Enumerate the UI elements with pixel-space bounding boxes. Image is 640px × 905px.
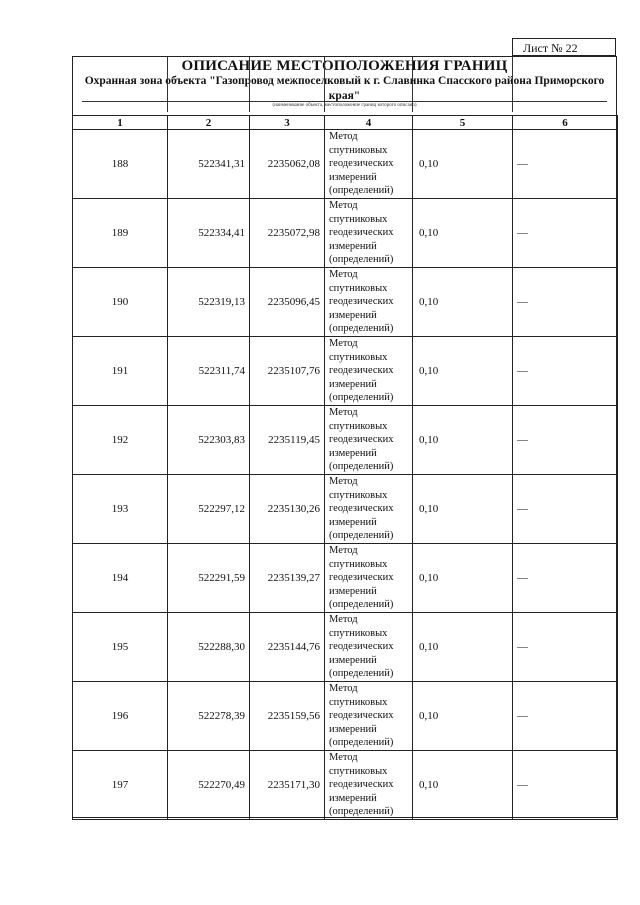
method: Метод спутниковых геодезических измерений (определений) — [325, 199, 413, 268]
method: Метод спутниковых геодезических измерений (определений) — [325, 130, 413, 199]
table-row — [73, 337, 618, 406]
table-row — [73, 544, 618, 613]
table-row — [73, 130, 618, 199]
coordinate-y: 2235096,45 — [250, 268, 325, 337]
description: — — [513, 544, 618, 613]
column-header: 2 — [168, 116, 250, 130]
accuracy: 0,10 — [413, 682, 513, 751]
table-header-row — [73, 116, 618, 130]
accuracy: 0,10 — [413, 406, 513, 475]
accuracy: 0,10 — [413, 475, 513, 544]
document-title: ОПИСАНИЕ МЕСТОПОЛОЖЕНИЯ ГРАНИЦ — [181, 58, 508, 74]
table-row — [73, 268, 618, 337]
method: Метод спутниковых геодезических измерений (определений) — [325, 337, 413, 406]
column-header: 3 — [250, 116, 325, 130]
table-row — [73, 613, 618, 682]
method: Метод спутниковых геодезических измерений (определений) — [325, 613, 413, 682]
table-row — [73, 406, 618, 475]
accuracy: 0,10 — [413, 613, 513, 682]
description: — — [513, 751, 618, 820]
method: Метод спутниковых геодезических измерений (определений) — [325, 544, 413, 613]
coordinate-y: 2235139,27 — [250, 544, 325, 613]
table-row — [73, 682, 618, 751]
column-header: 5 — [413, 116, 513, 130]
point-number: 190 — [73, 268, 168, 337]
point-number: 192 — [73, 406, 168, 475]
coordinate-y: 2235072,98 — [250, 199, 325, 268]
method: Метод спутниковых геодезических измерений (определений) — [325, 406, 413, 475]
accuracy: 0,10 — [413, 199, 513, 268]
accuracy: 0,10 — [413, 544, 513, 613]
point-number: 196 — [73, 682, 168, 751]
point-number: 194 — [73, 544, 168, 613]
object-name: Охранная зона объекта "Газопровод межпоселковый к г. Славинка Спасского района Приморского края" — [84, 75, 605, 102]
column-header: 1 — [73, 116, 168, 130]
coordinate-y: 2235130,26 — [250, 475, 325, 544]
coordinate-x: 522278,39 — [168, 682, 250, 751]
method: Метод спутниковых геодезических измерений (определений) — [325, 475, 413, 544]
point-number: 188 — [73, 130, 168, 199]
point-number: 191 — [73, 337, 168, 406]
description: — — [513, 475, 618, 544]
description: — — [513, 613, 618, 682]
accuracy: 0,10 — [413, 268, 513, 337]
coordinate-x: 522319,13 — [168, 268, 250, 337]
coordinate-y: 2235119,45 — [250, 406, 325, 475]
coordinate-x: 522288,30 — [168, 613, 250, 682]
coordinate-y: 2235107,76 — [250, 337, 325, 406]
coordinate-y: 2235062,08 — [250, 130, 325, 199]
underline — [82, 101, 607, 102]
coordinate-x: 522341,31 — [168, 130, 250, 199]
table-row — [73, 751, 618, 820]
sheet-number: Лист № 22 — [512, 38, 616, 56]
coordinate-x: 522297,12 — [168, 475, 250, 544]
accuracy: 0,10 — [413, 337, 513, 406]
method: Метод спутниковых геодезических измерений (определений) — [325, 268, 413, 337]
coordinate-x: 522291,59 — [168, 544, 250, 613]
coordinate-y: 2235171,30 — [250, 751, 325, 820]
point-number: 195 — [73, 613, 168, 682]
description: — — [513, 268, 618, 337]
table-row — [73, 199, 618, 268]
description: — — [513, 337, 618, 406]
point-number: 189 — [73, 199, 168, 268]
table-row — [73, 475, 618, 544]
accuracy: 0,10 — [413, 751, 513, 820]
point-number: 197 — [73, 751, 168, 820]
coordinate-y: 2235159,56 — [250, 682, 325, 751]
coordinate-x: 522334,41 — [168, 199, 250, 268]
coordinate-x: 522303,83 — [168, 406, 250, 475]
column-header: 4 — [325, 116, 413, 130]
column-header: 6 — [513, 116, 618, 130]
method: Метод спутниковых геодезических измерений (определений) — [325, 682, 413, 751]
coordinate-x: 522270,49 — [168, 751, 250, 820]
coordinate-x: 522311,74 — [168, 337, 250, 406]
object-caption: (наименование объекта, местоположение границ которого описано) — [272, 103, 417, 108]
point-number: 193 — [73, 475, 168, 544]
method: Метод спутниковых геодезических измерений (определений) — [325, 751, 413, 820]
coordinates-table — [72, 115, 618, 820]
description: — — [513, 406, 618, 475]
coordinate-y: 2235144,76 — [250, 613, 325, 682]
description: — — [513, 199, 618, 268]
description: — — [513, 130, 618, 199]
accuracy: 0,10 — [413, 130, 513, 199]
description: — — [513, 682, 618, 751]
